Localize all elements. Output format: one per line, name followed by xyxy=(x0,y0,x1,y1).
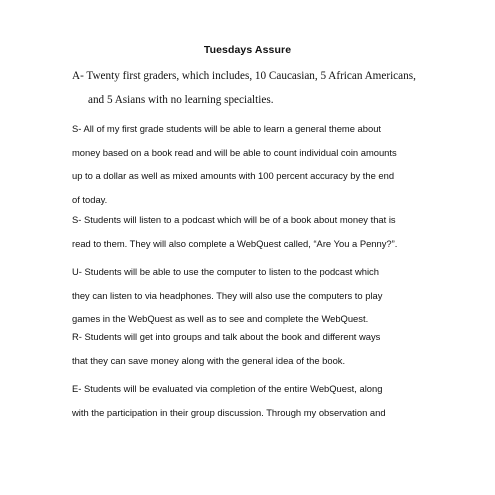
paragraph-audience xyxy=(72,65,432,112)
paragraph-line: R- Students will get into groups and talk about the book and different ways xyxy=(72,331,381,342)
paragraph-line: S- All of my first grade students will be able to learn a general theme about xyxy=(72,123,382,134)
paragraph-utilize-media xyxy=(72,260,432,331)
paragraph-evaluate xyxy=(72,377,432,424)
paragraph-line: A- Twenty first graders, which includes, 10 Caucasian, 5 African Americans, xyxy=(72,70,416,82)
paragraph-standards xyxy=(72,117,432,211)
paragraph-select-media xyxy=(72,208,432,255)
paragraph-require-participation xyxy=(72,325,432,372)
paragraph-line: of today. xyxy=(72,193,108,205)
paragraph-line: that they can save money along with the general idea of the book. xyxy=(72,354,346,366)
document-title: Tuesdays Assure xyxy=(203,44,292,56)
paragraph-line: S- Students will listen to a podcast which will be of a book about money that is xyxy=(72,214,396,225)
paragraph-line: with the participation in their group discussion. Through my observation and xyxy=(72,406,386,418)
paragraph-line: E- Students will be evaluated via completion of the entire WebQuest, along xyxy=(72,383,383,394)
paragraph-line: and 5 Asians with no learning specialties. xyxy=(88,93,274,106)
paragraph-line: games in the WebQuest as well as to see and complete the WebQuest. xyxy=(72,313,369,324)
paragraph-line: they can listen to via headphones. They will also use the computers to play xyxy=(72,289,383,301)
paragraph-line: U- Students will be able to use the computer to listen to the podcast which xyxy=(72,266,379,277)
paragraph-line: money based on a book read and will be able to count individual coin amounts xyxy=(72,146,397,158)
paragraph-line: read to them. They will also complete a WebQuest called, “Are You a Penny?”. xyxy=(72,237,398,249)
paragraph-line: up to a dollar as well as mixed amounts with 100 percent accuracy by the end xyxy=(72,170,395,181)
